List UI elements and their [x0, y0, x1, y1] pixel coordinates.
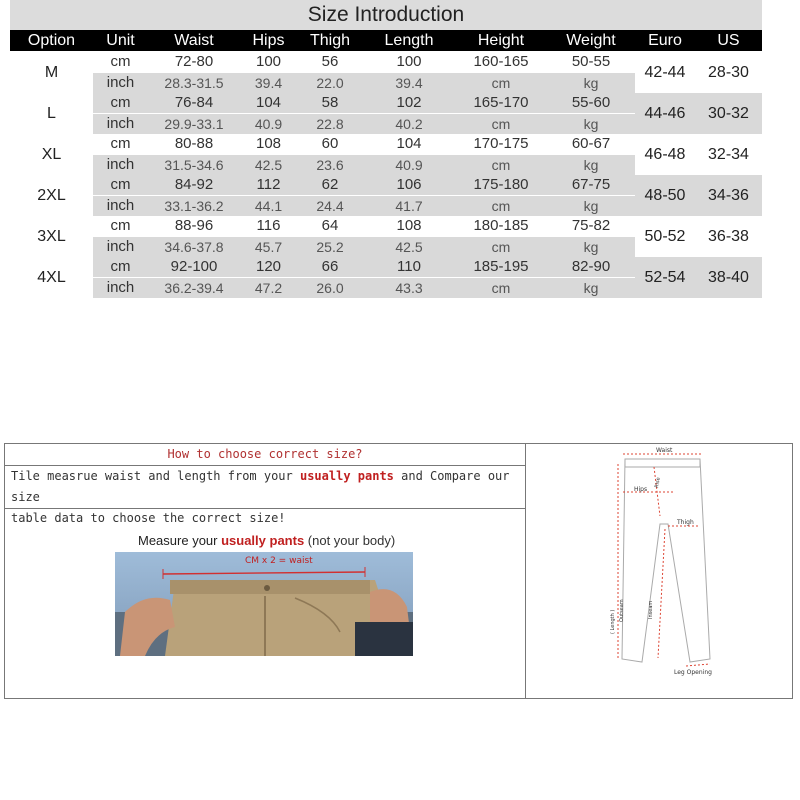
euro-size: 46-48	[644, 146, 686, 163]
howto-instructions	[5, 466, 525, 525]
column-header: Waist	[174, 32, 214, 49]
size-option: L	[47, 105, 56, 122]
cm-value-cell: 100	[396, 53, 422, 70]
inch-value-cell: 40.9	[395, 157, 423, 173]
cm-value-cell: 75-82	[571, 217, 611, 234]
howto-title: How to choose correct size?	[5, 444, 525, 466]
diagram-inseam-label: Inseam	[648, 600, 654, 619]
inch-value-cell: 42.5	[395, 239, 423, 255]
cm-value-cell: 170-175	[473, 135, 529, 152]
column-header: Euro	[648, 32, 682, 49]
how-to-panel	[4, 443, 793, 699]
photo-label: CM x 2 = waist	[245, 556, 313, 566]
inch-value-cell: 44.1	[254, 198, 283, 214]
cm-value-cell: 72-80	[174, 53, 214, 70]
inch-value-cell: 22.0	[316, 75, 344, 91]
diagram-waist-label: Waist	[656, 447, 673, 454]
euro-size: 44-46	[644, 105, 686, 122]
column-header: Hips	[252, 32, 285, 49]
inch-value-cell: 43.3	[395, 280, 423, 296]
cm-value-cell: 106	[396, 176, 422, 193]
size-table-title: Size Introduction	[10, 0, 762, 30]
inch-value-cell: cm	[491, 157, 511, 173]
cm-value-cell: 58	[321, 94, 339, 111]
cm-value-cell: 100	[255, 53, 282, 70]
cm-value-cell: 92-100	[170, 258, 218, 275]
inch-value-cell: 40.9	[254, 116, 283, 132]
inch-value-cell: kg	[583, 157, 599, 173]
cm-value-cell: 66	[321, 258, 339, 275]
diagram-thigh-label: Thigh	[677, 519, 694, 526]
inch-value-cell: 31.5-34.6	[164, 157, 224, 173]
measure-photo	[115, 552, 413, 656]
cm-value-cell: 56	[321, 53, 339, 70]
inch-value-cell: cm	[491, 280, 511, 296]
cm-value-cell: 110	[397, 258, 421, 275]
size-table-header	[10, 30, 762, 51]
inch-value-cell: 23.6	[316, 157, 344, 173]
pants-diagram	[580, 444, 730, 684]
cm-value-cell: 60	[321, 135, 339, 152]
column-header: Height	[477, 32, 525, 49]
diagram-outseam-label: Outseam	[619, 599, 625, 622]
cm-value-cell: 112	[256, 176, 281, 193]
diagram-length-label: ( Length )	[610, 609, 616, 634]
inch-value-cell: cm	[491, 239, 511, 255]
column-header: Option	[27, 32, 76, 49]
inch-value-cell: 39.4	[254, 75, 283, 91]
unit-cell: inch	[106, 197, 135, 214]
size-row	[10, 52, 762, 93]
cm-value-cell: 76-84	[174, 94, 214, 111]
euro-size: 42-44	[644, 64, 686, 81]
cm-value-cell: 160-165	[473, 53, 529, 70]
unit-cell: inch	[106, 156, 135, 173]
inch-value-cell: 39.4	[395, 75, 423, 91]
size-option: 3XL	[37, 228, 66, 245]
cm-value-cell: 108	[396, 217, 422, 234]
cm-value-cell: 82-90	[571, 258, 611, 275]
inch-value-cell: 42.5	[254, 157, 283, 173]
us-size: 38-40	[708, 269, 749, 286]
cm-value-cell: 88-96	[174, 217, 214, 234]
instr-highlight: usually pants	[299, 469, 394, 483]
unit-cell: cm	[110, 258, 131, 275]
us-size: 30-32	[708, 105, 749, 122]
panel-divider	[525, 444, 526, 698]
diagram-hips-label: Hips	[634, 486, 648, 493]
measure-caption	[138, 533, 395, 548]
unit-cell: cm	[110, 217, 131, 234]
unit-cell: cm	[110, 135, 131, 152]
unit-cell: cm	[110, 94, 131, 111]
cm-value-cell: 64	[321, 217, 339, 234]
measure-text: Measure your	[138, 533, 222, 548]
inch-value-cell: 28.3-31.5	[164, 75, 224, 91]
us-size: 32-34	[708, 146, 749, 163]
cm-value-cell: 185-195	[473, 258, 529, 275]
us-size: 34-36	[708, 187, 749, 204]
inch-value-cell: 45.7	[254, 239, 283, 255]
cm-value-cell: 175-180	[473, 176, 529, 193]
inch-value-cell: kg	[583, 280, 599, 296]
size-row	[10, 257, 762, 298]
diagram-rise-label: Rise	[654, 476, 662, 489]
size-row	[10, 175, 762, 216]
inch-value-cell: cm	[491, 75, 511, 91]
cm-value-cell: 120	[255, 258, 282, 275]
inch-value-cell: 41.7	[395, 198, 423, 214]
unit-cell: inch	[106, 279, 135, 296]
cm-value-cell: 116	[256, 217, 281, 234]
inch-value-cell: kg	[583, 116, 599, 132]
size-row	[10, 216, 762, 257]
inch-value-cell: 34.6-37.8	[164, 239, 224, 255]
inch-value-cell: 40.2	[395, 116, 423, 132]
cm-value-cell: 80-88	[174, 135, 214, 152]
cm-value-cell: 180-185	[473, 217, 529, 234]
column-header: Length	[384, 32, 434, 49]
inch-value-cell: 29.9-33.1	[164, 116, 224, 132]
us-size: 36-38	[708, 228, 749, 245]
size-option: XL	[41, 146, 62, 163]
measure-highlight: usually pants	[221, 533, 305, 548]
euro-size: 50-52	[644, 228, 686, 245]
column-header: Weight	[566, 32, 616, 49]
us-size: 28-30	[708, 64, 749, 81]
unit-cell: cm	[110, 176, 131, 193]
diagram-leg-opening-label: Leg Opening	[674, 669, 712, 676]
inch-value-cell: 36.2-39.4	[164, 280, 224, 296]
inch-value-cell: 25.2	[316, 239, 344, 255]
inch-value-cell: 47.2	[254, 280, 283, 296]
measure-text: (not your body)	[304, 533, 396, 548]
column-header: US	[717, 32, 740, 49]
inch-value-cell: 22.8	[316, 116, 344, 132]
cm-value-cell: 108	[255, 135, 282, 152]
size-row	[10, 93, 762, 134]
size-option: 2XL	[37, 187, 66, 204]
inch-value-cell: 24.4	[316, 198, 344, 214]
cm-value-cell: 55-60	[571, 94, 611, 111]
column-header: Thigh	[309, 32, 351, 49]
euro-size: 48-50	[644, 187, 686, 204]
inch-value-cell: 33.1-36.2	[164, 198, 224, 214]
unit-cell: inch	[106, 74, 135, 91]
cm-value-cell: 102	[396, 94, 422, 111]
size-row	[10, 134, 762, 175]
cm-value-cell: 67-75	[571, 176, 611, 193]
cm-value-cell: 60-67	[571, 135, 611, 152]
cm-value-cell: 165-170	[473, 94, 529, 111]
instr-line2: table data to choose the correct size!	[11, 511, 286, 525]
inch-value-cell: 26.0	[316, 280, 344, 296]
column-header: Unit	[106, 32, 135, 49]
inch-value-cell: kg	[583, 198, 599, 214]
size-option: M	[44, 64, 59, 81]
euro-size: 52-54	[644, 269, 686, 286]
cm-value-cell: 62	[321, 176, 339, 193]
unit-cell: inch	[106, 115, 135, 132]
cm-value-cell: 104	[255, 94, 282, 111]
inch-value-cell: cm	[491, 116, 511, 132]
instr-text: and Compare our size	[11, 469, 510, 504]
inch-value-cell: cm	[491, 198, 511, 214]
size-option: 4XL	[37, 269, 66, 286]
cm-value-cell: 84-92	[174, 176, 214, 193]
inch-value-cell: kg	[583, 75, 599, 91]
unit-cell: cm	[110, 53, 131, 70]
cm-value-cell: 50-55	[571, 53, 611, 70]
instr-text: Tile measrue waist and length from your	[11, 469, 300, 483]
unit-cell: inch	[106, 238, 135, 255]
cm-value-cell: 104	[396, 135, 422, 152]
inch-value-cell: kg	[583, 239, 599, 255]
